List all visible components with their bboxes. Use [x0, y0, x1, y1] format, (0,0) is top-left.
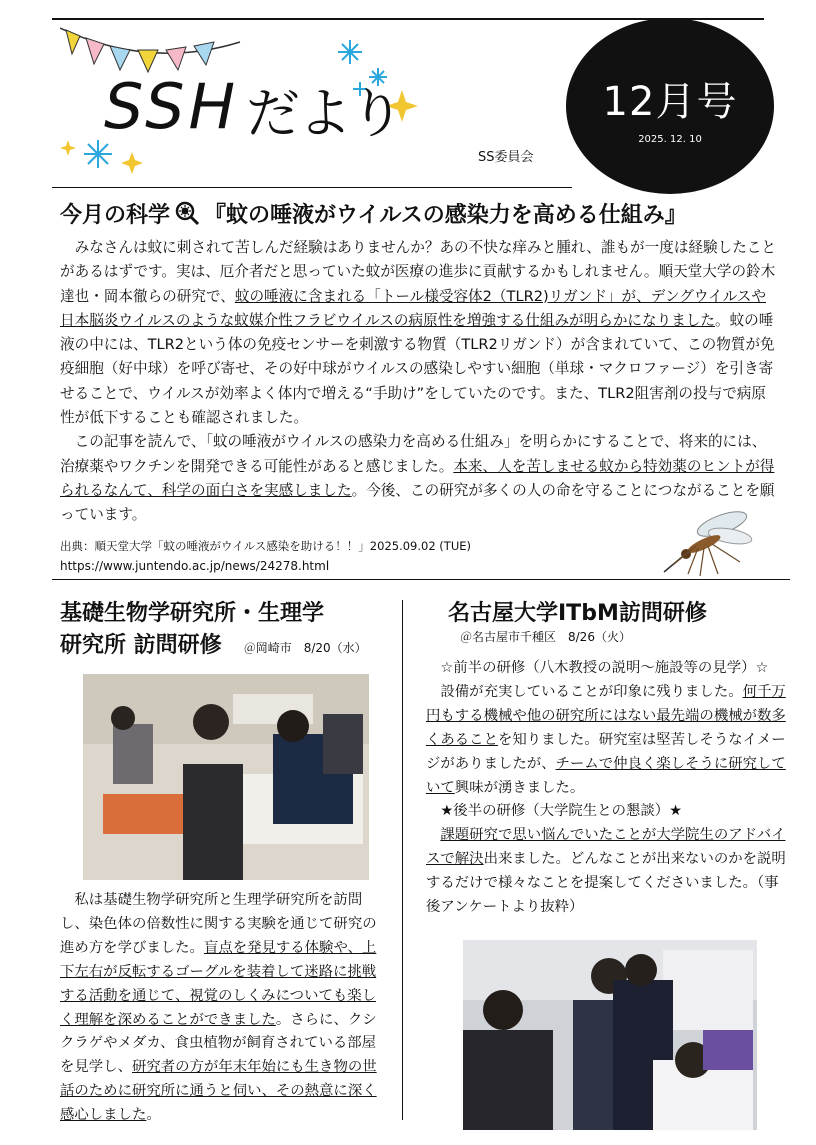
svg-text:SSH: SSH: [104, 70, 240, 143]
virus-magnifier-icon: [174, 200, 200, 226]
left-article-title-line2: 研究所 訪問研修: [60, 633, 222, 658]
feature-p2-highlight: 本来、人を苦しませる蚊から特効薬のヒントが得られるなんて、科学の面白さを実感しました: [60, 457, 775, 499]
left-article-highlight-1: 盲点を発見する体験や、上下左右が反転するゴーグルを装着して迷路に挑戦する活動を通じて、視覚のしくみについても楽しく理解を深めることができました: [60, 939, 377, 1028]
column-divider: [402, 600, 403, 1120]
left-article-highlight-2: 研究者の方が年末年始にも生き物の世話のために研究所に通うと伺い、その熱意に深く感心しました: [60, 1059, 377, 1124]
feature-url[interactable]: https://www.juntendo.ac.jp/news/24278.html: [60, 559, 330, 573]
left-article-text-end: 。: [146, 1107, 161, 1124]
mosquito-illustration: [660, 504, 760, 580]
left-article-paragraph: [60, 889, 390, 1128]
feature-title-main: 『蚊の唾液がウイルスの感染力を高める仕組み』: [204, 203, 687, 228]
left-article-body: [60, 889, 390, 1128]
right-s1-text-mid: を知りました。研究室は堅苦しそうなイメージがありましたが、: [426, 731, 786, 772]
issue-label: 12月号: [602, 79, 738, 125]
right-section-1-heading: ☆前半の研修（八木教授の説明～施設等の見学）☆: [440, 660, 769, 676]
feature-p1-highlight: 蚊の唾液に含まれる「トール様受容体2（TLR2)リガンド」が、デングウイルスや日本脳炎ウイルスのような蚊媒介性フラビウイルスの病原性を増強する仕組みが明らかになりました: [60, 287, 766, 329]
right-s1-highlight-1: 何千万円もする機械や他の研究所にはない最先端の機械が数多くあること: [426, 683, 786, 748]
left-article-text: 私は基礎生物学研究所と生理学研究所を訪問し、染色体の倍数性に関する実験を通じて研究の進め方を学びました。: [60, 892, 377, 956]
committee-name: SS委員会: [478, 150, 534, 165]
header-rule: [52, 187, 572, 188]
issue-date: 2025. 12. 10: [638, 134, 702, 145]
feature-body: [60, 236, 776, 528]
svg-text:だより: だより: [246, 82, 402, 145]
issue-badge: [566, 18, 774, 194]
right-article-body: [426, 657, 792, 920]
right-s2-text: 出来ました。どんなことが出来ないのかを説明するだけで様々なことを提案してくださいました。（事後アンケートより抜粋）: [426, 851, 786, 916]
right-s1-text-end: 興味が湧きました。: [454, 779, 585, 796]
right-section-2-text: [426, 824, 792, 920]
ssh-dayori-logo: [60, 20, 420, 185]
left-article-text-mid: 。さらに、クシクラゲやメダカ、食虫植物が飼育されている部屋を見学し、: [60, 1011, 377, 1076]
right-section-1-text: [426, 681, 792, 801]
right-article-meta: ＠名古屋市千種区 8/26（火）: [460, 630, 631, 644]
left-article-title: [60, 598, 405, 664]
right-article-title: 名古屋大学ITbM訪問研修: [448, 601, 707, 626]
feature-p1-text: みなさんは蚊に刺されて苦しんだ経験はありませんか？あの不快な痒みと腫れ、誰もが一度は経験したことがあるはずです。実は、厄介者だと思っていた蚊が医療の進歩に貢献するかもしれません。順天堂大学の鈴木達也・岡本徹らの研究で、: [60, 239, 776, 305]
feature-p2-text: この記事を読んで、「蚊の唾液がウイルスの感染力を高める仕組み」を明らかにすることで、将来的には、治療薬やワクチンを開発できる可能性があると感じました。: [60, 433, 767, 475]
feature-source: 出典：順天堂大学「蚊の唾液がウイルス感染を助ける！！」2025.09.02 (TUE): [60, 539, 471, 553]
left-article-title-line1: 基礎生物学研究所・生理学: [60, 601, 325, 626]
feature-bottom-rule: [52, 579, 790, 580]
feature-paragraph-1: [60, 236, 776, 430]
right-s1-highlight-2: チームで仲良く楽しそうに研究していて: [426, 755, 786, 796]
itbm-visit-photo: [463, 940, 757, 1130]
right-s1-text: 設備が充実していることが印象に残りました。: [440, 683, 743, 700]
right-s2-highlight: 課題研究で思い悩んでいたことが大学院生のアドバイスで解決: [426, 827, 786, 868]
feature-p1-text-end: 。蚊の唾液の中には、TLR2という体の免疫センサーを刺激する物質（TLR2リガンド）が含まれていて、この物質が免疫細胞（好中球）を呼び寄せ、その好中球がウイルスの感染しやすい細胞（単球・マクロファージ）を引き寄せることで、ウイルスが効率よく体内で増える“手助け”をしていたのです。また、TLR2阻害剤の投与で病原性が低下することも確認されました。: [60, 311, 775, 427]
feature-title: [60, 198, 780, 229]
right-section-2-heading: ★後半の研修（大学院生との懇談）★: [440, 803, 683, 820]
lab-visit-photo: [83, 674, 369, 880]
left-article-meta: ＠岡崎市 8/20（水）: [243, 641, 367, 655]
feature-p2-text-end: 。今後、この研究が多くの人の命を守ることにつながることを願っています。: [60, 481, 775, 524]
feature-title-prefix: 今月の科学: [60, 203, 171, 228]
